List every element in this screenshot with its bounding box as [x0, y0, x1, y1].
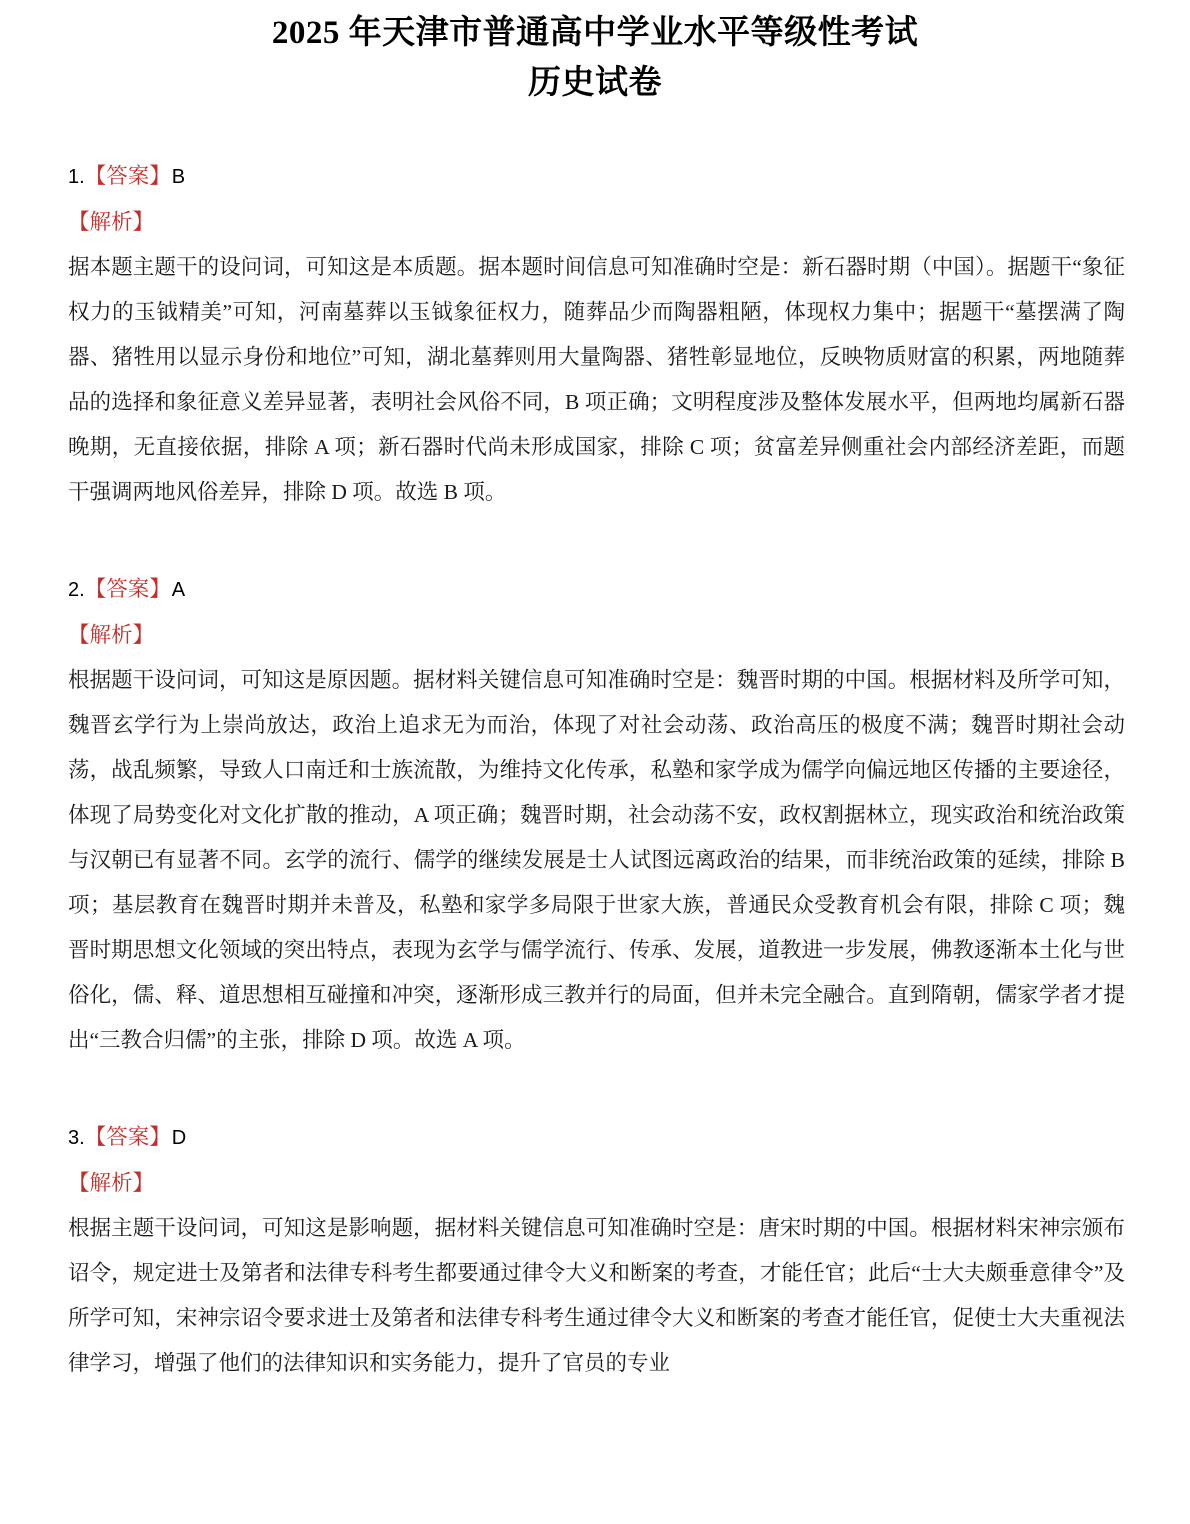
analysis-text-2: 根据题干设问词，可知这是原因题。据材料关键信息可知准确时空是：魏晋时期的中国。根据材料及所学可知，魏晋玄学行为上崇尚放达，政治上追求无为而治，体现了对社会动荡、政治高压的极度不满；魏晋时期社会动荡，战乱频繁，导致人口南迁和士族流散，为维持文化传承，私塾和家学成为儒学向偏远地区传播的主要途径，体现了局势变化对文化扩散的推动，A 项正确；魏晋时期，社会动荡不安，政权割据林立，现实政治和统治政策与汉朝已有显著不同。玄学的流行、儒学的继续发展是士人试图远离政治的结果，而非统治政策的延续，排除 B 项；基层教育在魏晋时期并未普及，私塾和家学多局限于世家大族，普通民众受教育机会有限，排除 C 项；魏晋时期思想文化领域的突出特点，表现为玄学与儒学流行、传承、发展，道教进一步发展，佛教逐渐本土化与世俗化，儒、释、道思想相互碰撞和冲突，逐渐形成三教并行的局面，但并未完全融合。直到隋朝，儒家学者才提出“三教合归儒”的主张，排除 D 项。故选 A 项。 [68, 668, 1125, 1052]
analysis-tag-1: 【解析】 [68, 210, 155, 234]
answer-tag-3: 【答案】 [84, 1125, 171, 1149]
qa-block-3 [68, 1115, 1125, 1386]
answer-line-2 [68, 567, 1125, 613]
answer-value-2: A [171, 579, 186, 601]
analysis-tag-line-3 [68, 1161, 1125, 1206]
question-number-3: 3. [68, 1127, 85, 1149]
answer-tag-2: 【答案】 [84, 577, 171, 601]
page-title-line-2: 历史试卷 [528, 65, 662, 101]
page-title [0, 0, 1190, 108]
content-column [68, 154, 1125, 1386]
answer-line-3 [68, 1115, 1125, 1161]
qa-block-1 [68, 154, 1125, 515]
answer-line-1 [68, 154, 1125, 200]
page-title-line-1: 2025 年天津市普通高中学业水平等级性考试 [271, 15, 919, 51]
analysis-tag-3: 【解析】 [68, 1171, 155, 1195]
question-number-2: 2. [68, 579, 85, 601]
analysis-tag-line-1 [68, 200, 1125, 245]
analysis-tag-2: 【解析】 [68, 623, 155, 647]
answer-value-1: B [171, 166, 186, 188]
qa-block-2 [68, 567, 1125, 1063]
analysis-tag-line-2 [68, 613, 1125, 658]
answer-value-3: D [171, 1127, 187, 1149]
analysis-text-1: 据本题主题干的设问词，可知这是本质题。据本题时间信息可知准确时空是：新石器时期（中国）。据题干“象征权力的玉钺精美”可知，河南墓葬以玉钺象征权力，随葬品少而陶器粗陋，体现权力集中；据题干“墓摆满了陶器、猪牲用以显示身份和地位”可知，湖北墓葬则用大量陶器、猪牲彰显地位，反映物质财富的积累，两地随葬品的选择和象征意义差异显著，表明社会风俗不同，B 项正确；文明程度涉及整体发展水平，但两地均属新石器晚期，无直接依据，排除 A 项；新石器时代尚未形成国家，排除 C 项；贫富差异侧重社会内部经济差距，而题干强调两地风俗差异，排除 D 项。故选 B 项。 [68, 255, 1125, 504]
answer-tag-1: 【答案】 [84, 164, 171, 188]
analysis-text-3: 根据主题干设问词，可知这是影响题，据材料关键信息可知准确时空是：唐宋时期的中国。根据材料宋神宗颁布诏令，规定进士及第者和法律专科考生都要通过律令大义和断案的考查，才能任官；此后“士大夫颇垂意律令”及所学可知，宋神宗诏令要求进士及第者和法律专科考生通过律令大义和断案的考查才能任官，促使士大夫重视法律学习，增强了他们的法律知识和实务能力，提升了官员的专业 [68, 1216, 1125, 1375]
question-number-1: 1. [68, 166, 85, 188]
title-spacer [0, 108, 1190, 154]
